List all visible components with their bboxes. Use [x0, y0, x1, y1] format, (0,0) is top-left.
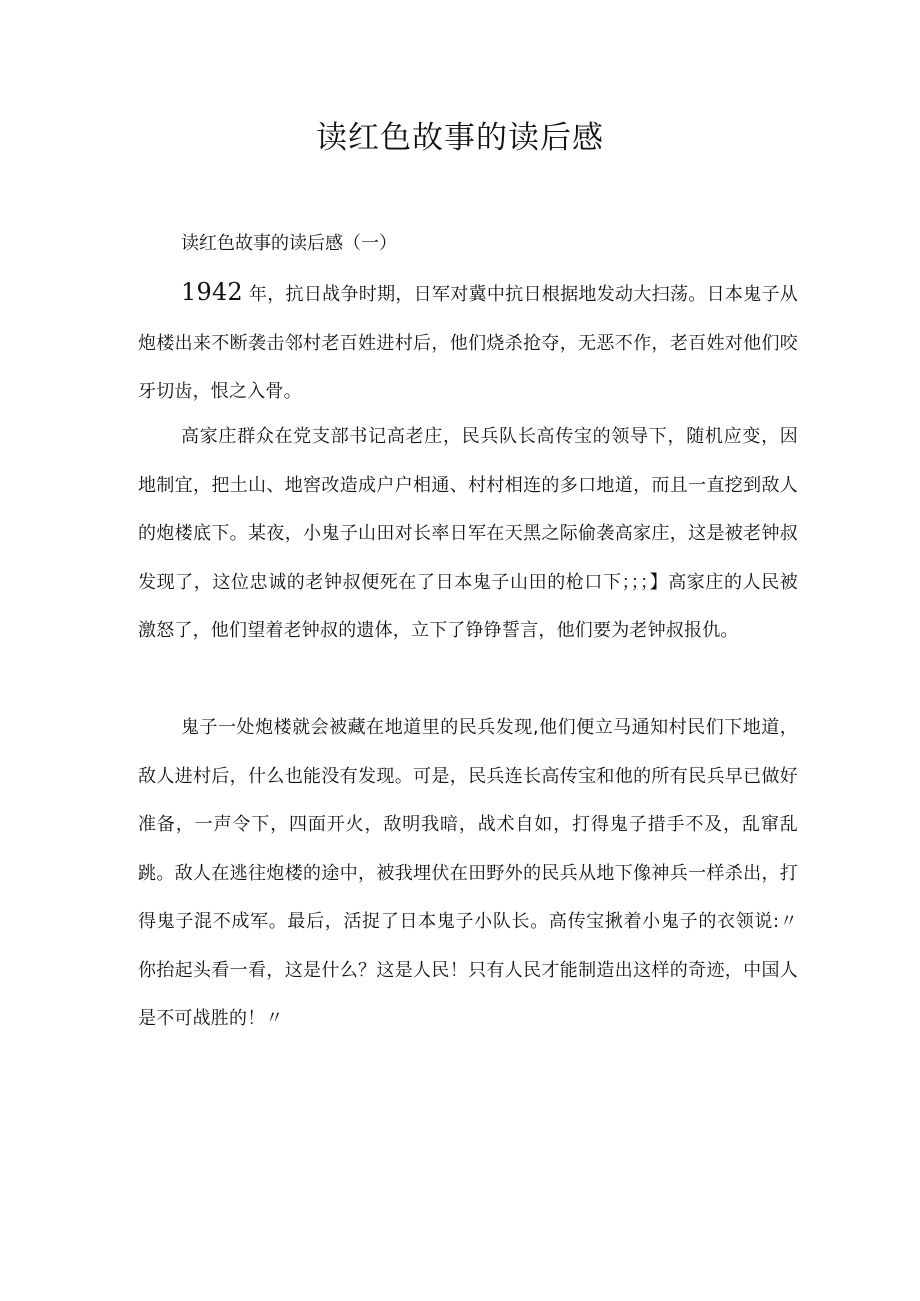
- paragraph-1: [138, 268, 798, 417]
- document-title: 读红色故事的读后感: [316, 120, 604, 156]
- paragraph-1-year: 1942: [181, 278, 243, 306]
- paragraph-3: 鬼子一处炮楼就会被藏在地道里的民兵发现,他们便立马通知村民们下地道，敌人进村后，什么也能没有发现。可是，民兵连长高传宝和他的所有民兵早已做好准备，一声令下，四面开火，敌明我暗，战术自如，打得鬼子措手不及，乱窜乱跳。敌人在逃往炮楼的途中，被我埋伏在田野外的民兵从地下像神兵一样杀出，打得鬼子混不成军。最后，活捉了日本鬼子小队长。高传宝揪着小鬼子的衣领说:〃你抬起头看一看，这是什么？这是人民！只有人民才能制造出这样的奇迹，中国人是不可战胜的！〃: [138, 717, 798, 1029]
- section-heading: 读红色故事的读后感（一）: [181, 233, 397, 254]
- paragraph-2: 高家庄群众在党支部书记高老庄，民兵队长高传宝的领导下，随机应变，因地制宜，把土山、地窖改造成户户相通、村村相连的多口地道，而且一直挖到敌人的炮楼底下。某夜，小鬼子山田对长率日军在天黑之际偷袭高家庄，这是被老钟叔发现了，这位忠诚的老钟叔便死在了日本鬼子山田的枪口下；；；】高家庄的人民被激怒了，他们望着老钟叔的遗体，立下了铮铮誓言，他们要为老钟叔报仇。: [138, 426, 798, 641]
- paragraph-1-text: 年，抗日战争时期，日军对冀中抗日根据地发动大扫荡。日本鬼子从炮楼出来不断袭击邻村老百姓进村后，他们烧杀抢夺，无恶不作，老百姓对他们咬牙切齿，恨之入骨。: [138, 284, 798, 402]
